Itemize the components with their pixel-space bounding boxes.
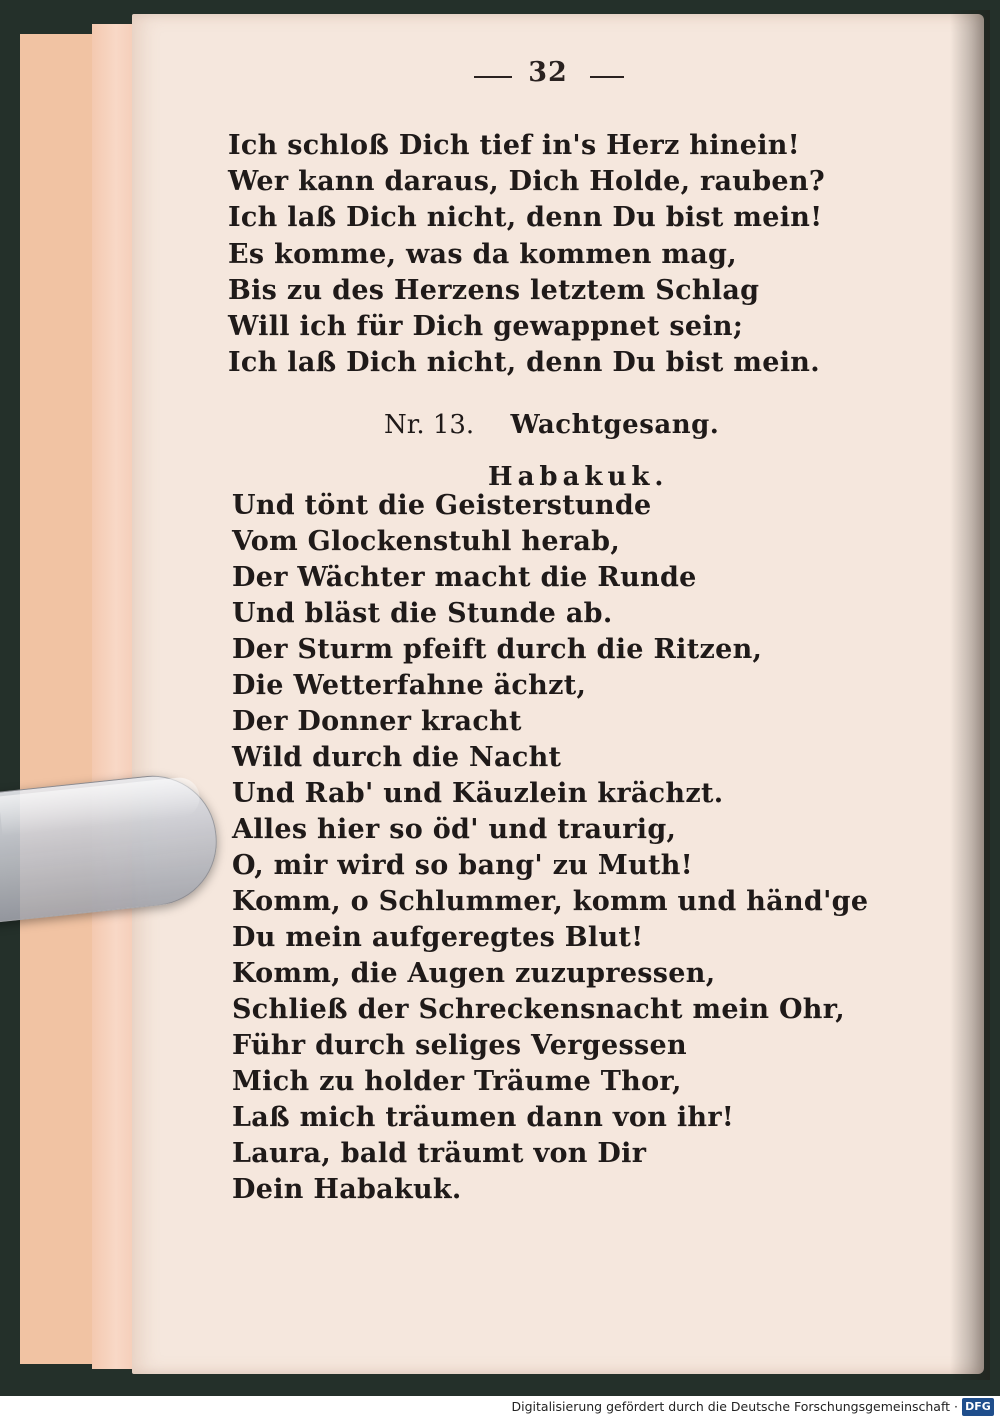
verse-line: Vom Glockenstuhl herab, (232, 526, 621, 557)
verse-line: Die Wetterfahne ächzt, (232, 670, 587, 701)
verse-line: Und Rab' und Käuzlein krächzt. (232, 778, 724, 809)
verse-line: Ich laß Dich nicht, denn Du bist mein! (228, 202, 823, 234)
verse-line: Und tönt die Geisterstunde (232, 490, 652, 521)
song-heading (384, 410, 719, 446)
song-title: Wachtgesang. (510, 410, 720, 440)
stanza-2 (232, 488, 868, 1208)
verse-line: Dein Habakuk. (232, 1174, 462, 1205)
verse-line: Laß mich träumen dann von ihr! (232, 1102, 735, 1133)
verse-line: Alles hier so öd' und traurig, (232, 814, 677, 845)
verse-line: Der Donner kracht (232, 706, 522, 737)
verse-line: Mich zu holder Träume Thor, (232, 1066, 682, 1097)
footer-credit: Digitalisierung gefördert durch die Deutsche Forschungsgemeinschaft · (511, 1399, 958, 1414)
speaker-name: Habakuk. (488, 462, 669, 492)
verse-line: Laura, bald träumt von Dir (232, 1138, 647, 1169)
verse-line: Wild durch die Nacht (232, 742, 562, 773)
verse-line: Du mein aufgeregtes Blut! (232, 922, 644, 953)
verse-line: Der Sturm pfeift durch die Ritzen, (232, 634, 763, 665)
verse-line: Bis zu des Herzens letztem Schlag (228, 274, 760, 306)
verse-line: Führ durch seliges Vergessen (232, 1030, 687, 1061)
verse-line: Schließ der Schreckensnacht mein Ohr, (232, 994, 845, 1025)
verse-line: Komm, o Schlummer, komm und händ'ge (232, 886, 869, 917)
verse-line: Will ich für Dich gewappnet sein; (228, 311, 744, 343)
verse-line: Es komme, was da kommen mag, (228, 238, 737, 270)
page-number: 32 (528, 57, 568, 88)
dfg-logo: DFG (962, 1398, 994, 1416)
verse-line: O, mir wird so bang' zu Muth! (232, 850, 693, 881)
verse-line: Wer kann daraus, Dich Holde, rauben? (228, 166, 825, 198)
stanza-1 (228, 128, 825, 381)
header-dash-right (590, 76, 624, 78)
verse-line: Komm, die Augen zuzupressen, (232, 958, 716, 989)
song-number: Nr. 13. (384, 410, 475, 440)
page-gutter-shadow (950, 10, 990, 1380)
verse-line: Und bläst die Stunde ab. (232, 598, 613, 629)
verse-line: Ich schloß Dich tief in's Herz hinein! (228, 130, 800, 161)
verse-line: Der Wächter macht die Runde (232, 562, 697, 593)
verse-line: Ich laß Dich nicht, denn Du bist mein. (228, 347, 820, 379)
